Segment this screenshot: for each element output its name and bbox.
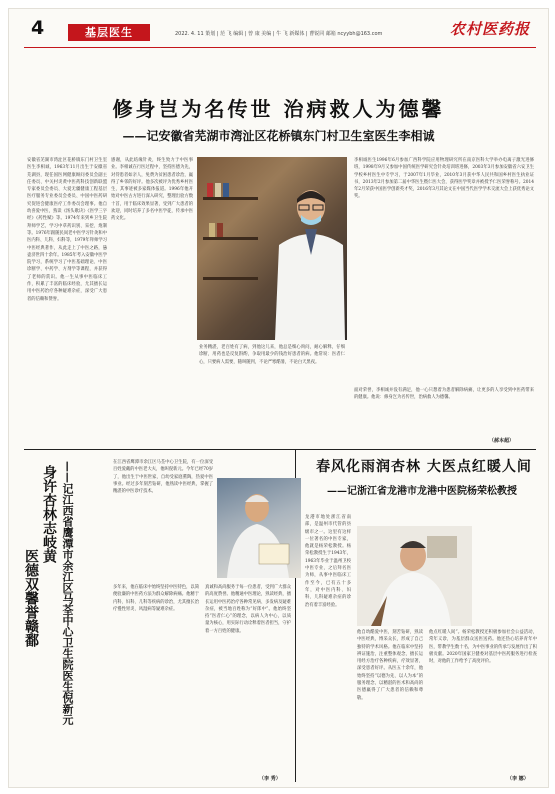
- main-column-4b: 面对荣誉，李相诚并没有满足，他一心只想着为患者解除病痛，让更多的人享受到中医药带来的健康。他说：修身岂为名传世，治病救人为德馨。: [354, 388, 534, 401]
- header-meta: 2022. 4. 11 策划 | 范 飞 编辑 | 曾 康 美编 | 牛 飞 新媒体 | 曹锐同 邮箱 ncyybh@163.com: [175, 31, 383, 37]
- main-title: 修身岂为名传世 治病救人为德馨: [112, 97, 445, 121]
- page-header: [9, 9, 548, 49]
- book: [223, 183, 229, 197]
- book: [209, 223, 215, 237]
- professor-portrait-photo: [357, 526, 472, 626]
- book: [207, 183, 213, 197]
- main-byline: （郝本超）: [489, 438, 515, 444]
- left-subtitle: ——记江西省鹰潭市余江区马荃中心卫生院医生倪新元: [61, 461, 74, 725]
- bookshelf: [203, 197, 258, 200]
- left-photo: [217, 478, 301, 578]
- doctor-reading-photo: [217, 478, 301, 578]
- newspaper-page: [8, 8, 549, 788]
- main-subtitle: ——记安徽省芜湖市湾沚区花桥镇东门村卫生室医生李相诚: [122, 129, 435, 143]
- bookshelf: [203, 237, 258, 240]
- header-rule: [24, 47, 536, 48]
- left-title-a: 身许杏林志岐黄: [41, 465, 57, 563]
- left-column-3: 真诚和高尚服务于每一位患者，受到广大群众的高度赞誉。他精通中医理论，熟读经典，擅长运用中医药治疗各种常见病、多发病及疑难杂症，被当地百姓称为“好郎中”。他始终坚持“医者仁心”的理念，以病人为中心，以质量为核心，用实际行动诠释着医者担当，守护着一方百姓的健康。: [205, 585, 291, 634]
- main-column-2: 感谢，从此结缘针灸，终生致力于中医事业。李相诚在行医过程中，坚持医德为先，对待患者如亲人，免费为贫困患者诊治，赢得了乡邻的好评。他多次被评为优秀乡村医生，其事迹被多家媒体报道。1996年他开始对中医古方进行深入研究，整理出验方数十首，用于临床效果显著，受到广大患者的欢迎，同时培养了多名中医学徒，传承中医药文化。: [111, 158, 193, 222]
- section-divider: [24, 449, 536, 450]
- section-badge: 基层医生: [68, 24, 150, 41]
- right-subtitle: ——记浙江省龙港市龙港中医院杨荣松教授: [327, 486, 517, 497]
- right-column-3: 他点红暖人间”。杨荣松教授还积极参加社会公益活动，常年义诊，为基层群众送医送药。他还热心培养青年中医，带教学生数十名，为中医事业的传承与发展作出了积极贡献。2020年国家卫健委对基层中医药服务进行检查时，对他的工作给予了高度评价。: [429, 630, 537, 665]
- right-byline: （李 娜）: [507, 776, 529, 782]
- left-byline: （李 秀）: [259, 776, 281, 782]
- right-photo: [357, 526, 472, 626]
- right-title: 春风化雨润杏林 大医点红暖人间: [316, 459, 532, 475]
- main-column-3: 业务精湛，老百姓有了病，到他这儿来，他总是细心询问，耐心解释，仔细诊断，用药也是反复斟酌，争取用最少的钱治好患者的病。他常说：医者仁心，只要病人需要，随叫随到，不论严寒酷暑，不论白天黑夜。: [199, 345, 345, 365]
- main-column-1: 安徽省芜湖市湾沚区花桥镇东门村卫生室医生李相诚，1963年11月出生于安徽省芜湖县，现任国医网健康顾问委员会副主任委员、中关村炎黄中医药科技创新联盟专家委员会委员、大爱无疆健康工程基层医疗服务专业委员会委员、中国中医药研究促进会健康医疗工作委员会理事。他自幼喜爱中医，熟读《汤头歌诀》《医学三字经》《药性赋》等。1974年来到乡卫生院拜师学艺，学习中草药识别、采挖、炮制等。1976年跟随民间老中医学习针灸和中医内科、儿科、妇科等，1979年拜师学习中医经典著作，从此走上了中医之路，悬壶济世四十余年。1985年考入安徽中医学院学习，系统学习了中医基础理论、中医诊断学、中药学、方剂学等课程，并获得了老师的赏识。他一生从事中医临床工作，积累了丰富的临床经验，尤其擅长运用中医药治疗各种疑难杂症，深受广大患者的信赖和赞誉。: [27, 158, 107, 302]
- right-column-2: 他自幼酷爱中医，刻苦钻研，熟读中医经典，博采众长，形成了自己独特的学术风格。他在临床中坚持辨证施治，注重整体观念，擅长运用经方治疗各种疾病，疗效显著，深受患者好评。从医五十余年，他始终坚持“以德为先、以人为本”的服务理念，以精湛的医术和高尚的医德赢得了广大患者的信赖和尊敬。: [357, 630, 423, 701]
- page-number: 4: [31, 17, 45, 39]
- book: [217, 223, 223, 237]
- left-title-b: 医德双馨誉赣鄱: [23, 549, 39, 647]
- book: [215, 183, 221, 197]
- left-column-1: 在江西省鹰潭市余江区马荃中心卫生院，有一位深受百姓爱戴的中医老大夫，他叫倪新元。今年已经70岁了，他出生于中医世家，自幼受家庭熏陶，热爱中医事业。经过多年刻苦钻研，他熟读中医经典，掌握了精湛的中医诊疗技术。: [113, 460, 213, 495]
- bookshelf: [203, 277, 258, 280]
- main-photo: [197, 157, 347, 340]
- left-column-2: 多年来，他在临床中始终坚持中医特色，以简便验廉的中医药方法为群众解除病痛。他精于内科、妇科、儿科等疾病的诊治，尤其擅长治疗慢性胃炎、风湿病等疑难杂症。: [113, 585, 199, 612]
- right-column-1: 龙港市地处浙江省南部，是温州市代管的县级市之一。这里有这样一位著名的中医专家，他就是杨荣松教授。杨荣松教授生于1943年，1963年毕业于温州卫校中医专业，之后拜名医为师，从事中医临床工作至今，已有五十多年，对中医内科、妇科、儿科疑难杂症的诊治有着丰富经验。: [305, 515, 351, 608]
- main-column-4: 李相诚医生1996年6月参加广西科学院应用物理研究所在南京医科大学举办电离子激光进修班，1998年9月又参加中国传统医学研究会针灸培训班进修，2003年3月参加安徽省六安卫生学校乡村医生中专学习，于2007年1月毕业，2010年3月获中华人民共和国乡村医生执业证书，2013年2月参加第二届中华医生暨仁医大会，获得医学奖章并被授予仁医荣誉称号。2014年2月荣获中国医学创新英才奖，2016年3月其论文在中国当代医学学术交流大会上获优秀论文奖。: [354, 158, 534, 200]
- masthead: 农村医药报: [449, 20, 530, 38]
- doctor-portrait-photo: [275, 185, 345, 340]
